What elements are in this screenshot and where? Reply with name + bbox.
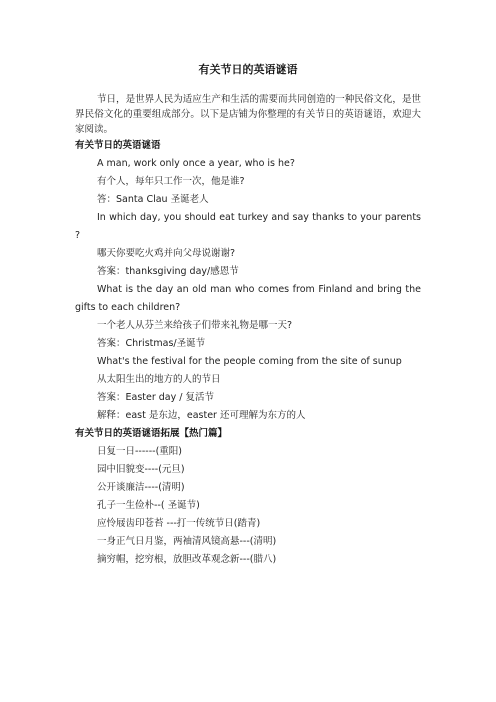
section-heading-extension: 有关节日的英语谜语拓展【热门篇】 <box>75 428 228 439</box>
riddle-line: 答：Santa Clau 圣诞老人 <box>97 194 209 205</box>
extension-line: 一身正气日月鉴，两袖清风镜高悬---(清明) <box>97 536 277 547</box>
riddle-line: 答案：Easter day / 复活节 <box>97 392 214 403</box>
extension-line: 孔子一生俭朴--( 圣诞节) <box>97 500 200 511</box>
intro-paragraph: 节日，是世界人民为适应生产和生活的需要而共同创造的一种民俗文化，是世界民俗文化的重要组成部分。以下是店铺为你整理的有关节日的英语谜语，欢迎大家阅读。 <box>75 94 421 135</box>
extension-line: 摘穷帽，挖穷根，放胆改革观念新---(腊八) <box>97 554 277 565</box>
extension-line: 日复一日------(重阳) <box>97 446 182 457</box>
riddle-line: 从太阳生出的地方的人的节日 <box>97 374 221 385</box>
extension-line: 应怜屐齿印苍苔 ---打一传统节日(踏青) <box>97 518 261 529</box>
extension-list <box>75 443 421 569</box>
riddle-line: 有个人，每年只工作一次，他是谁? <box>97 176 245 187</box>
extension-line: 公开谈廉洁----(清明) <box>97 482 185 493</box>
riddle-line: What's the festival for the people coming from the site of sunup <box>97 356 402 367</box>
riddle-line: 答案：thanksgiving day/感恩节 <box>97 266 239 277</box>
riddle-line: 解释：east 是东边，easter 还可理解为东方的人 <box>97 410 306 421</box>
extension-line: 园中旧貌变----(元旦) <box>97 464 185 475</box>
riddle-line: 一个老人从芬兰来给孩子们带来礼物是哪一天? <box>97 320 293 331</box>
riddle-line: 答案：Christmas/圣诞节 <box>97 338 206 349</box>
section-heading-riddles: 有关节日的英语谜语 <box>75 140 161 151</box>
riddle-line: A man, work only once a year, who is he? <box>97 158 295 169</box>
riddle-line: What is the day an old man who comes from Finland and bring the gifts to each children? <box>75 284 421 313</box>
document-title: 有关节日的英语谜语 <box>198 63 298 76</box>
riddle-list <box>75 155 421 425</box>
riddle-line: In which day, you should eat turkey and say thanks to your parents ? <box>75 212 421 241</box>
riddle-line: 哪天你要吃火鸡并向父母说谢谢? <box>97 248 236 259</box>
